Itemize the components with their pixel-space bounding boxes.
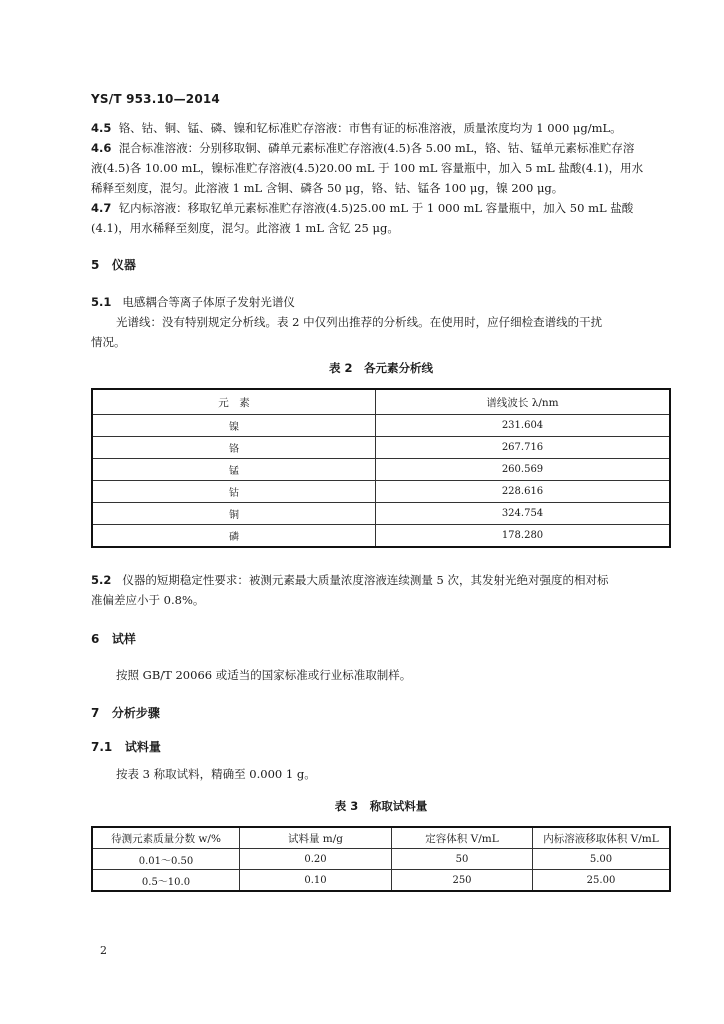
clause-5-2 — [91, 570, 608, 590]
table-row — [92, 437, 670, 459]
element-cell: 锰 — [92, 459, 376, 481]
clause-text: 钇内标溶液：移取钇单元素标准贮存溶液(4.5)25.00 mL 于 1 000 mL 容量瓶中，加入 50 mL 盐酸 — [118, 201, 634, 215]
section-title: 仪器 — [111, 258, 136, 272]
clause-4-7-line2: (4.1)，用水稀释至刻度，混匀。此溶液 1 mL 含钇 25 μg。 — [91, 221, 399, 235]
table-2 — [91, 388, 671, 548]
column-header: 试料量 m/g — [240, 827, 392, 849]
clause-7-1-text: 按表 3 称取试料，精确至 0.000 1 g。 — [116, 767, 316, 781]
page-number: 2 — [100, 944, 107, 957]
element-cell: 镍 — [92, 415, 376, 437]
section-6-heading — [91, 630, 136, 647]
standard-number: YS/T 953.10—2014 — [91, 92, 220, 106]
clause-5-1-line2: 情况。 — [91, 335, 126, 349]
section-7-heading — [91, 704, 160, 721]
element-cell: 铜 — [92, 503, 376, 525]
table-header-row — [92, 827, 670, 849]
clause-4-6-line3: 稀释至刻度，混匀。此溶液 1 mL 含铜、磷各 50 μg，铬、钴、锰各 100 μg，镍 200 μg。 — [91, 181, 564, 195]
volume-cell: 250 — [392, 870, 533, 892]
column-header: 定容体积 V/mL — [392, 827, 533, 849]
clause-4-5 — [91, 118, 622, 138]
sample-mass-cell: 0.10 — [240, 870, 392, 892]
clause-number: 7.1 — [91, 740, 113, 754]
clause-title: 试料量 — [124, 740, 161, 754]
wavelength-cell: 260.569 — [376, 459, 671, 481]
clause-text: 铬、钴、铜、锰、磷、镍和钇标准贮存溶液：市售有证的标准溶液，质量浓度均为 1 000 μg/mL。 — [118, 121, 622, 135]
table-row — [92, 481, 670, 503]
table-row — [92, 525, 670, 548]
section-number: 5 — [91, 258, 100, 272]
section-title: 试样 — [111, 632, 136, 646]
element-cell: 铬 — [92, 437, 376, 459]
section-number: 6 — [91, 632, 100, 646]
internal-standard-volume-cell: 25.00 — [533, 870, 671, 892]
clause-5-2-line2: 准偏差应小于 0.8%。 — [91, 593, 205, 607]
table-row — [92, 870, 670, 892]
clause-number: 4.7 — [91, 201, 112, 215]
column-header: 内标溶液移取体积 V/mL — [533, 827, 671, 849]
internal-standard-volume-cell: 5.00 — [533, 849, 671, 870]
table-row — [92, 459, 670, 481]
column-header: 谱线波长 λ/nm — [376, 389, 671, 415]
element-cell: 磷 — [92, 525, 376, 548]
clause-4-6-line2: 液(4.5)各 10.00 mL，镍标准贮存溶液(4.5)20.00 mL 于 100 mL 容量瓶中，加入 5 mL 盐酸(4.1)，用水 — [91, 161, 644, 175]
wavelength-cell: 228.616 — [376, 481, 671, 503]
clause-text: 混合标准溶液：分别移取铜、磷单元素标准贮存溶液(4.5)各 5.00 mL，铬、钴、锰单元素标准贮存溶 — [118, 141, 635, 155]
wavelength-cell: 267.716 — [376, 437, 671, 459]
section-number: 7 — [91, 706, 100, 720]
clause-title: 电感耦合等离子体原子发射光谱仪 — [122, 295, 295, 309]
clause-text: 仪器的短期稳定性要求：被测元素最大质量浓度溶液连续测量 5 次，其发射光绝对强度的相对标 — [122, 573, 609, 587]
mass-fraction-cell: 0.01～0.50 — [92, 849, 240, 870]
column-header: 待测元素质量分数 w/% — [92, 827, 240, 849]
table-row — [92, 849, 670, 870]
wavelength-cell: 324.754 — [376, 503, 671, 525]
clause-number: 4.6 — [91, 141, 112, 155]
wavelength-cell: 231.604 — [376, 415, 671, 437]
mass-fraction-cell: 0.5～10.0 — [92, 870, 240, 892]
clause-5-1 — [91, 292, 295, 312]
element-cell: 钴 — [92, 481, 376, 503]
clause-number: 5.1 — [91, 295, 112, 309]
clause-7-1-heading — [91, 738, 161, 755]
clause-5-1-line1: 光谱线：没有特别规定分析线。表 2 中仅列出推荐的分析线。在使用时，应仔细检查谱线的干扰 — [116, 315, 603, 329]
table-3 — [91, 826, 671, 892]
table-row — [92, 415, 670, 437]
column-header: 元 素 — [92, 389, 376, 415]
volume-cell: 50 — [392, 849, 533, 870]
table-3-caption: 表 3 称取试料量 — [334, 799, 428, 813]
table-2-caption: 表 2 各元素分析线 — [328, 361, 433, 375]
clause-4-6 — [91, 138, 634, 158]
clause-number: 4.5 — [91, 121, 112, 135]
wavelength-cell: 178.280 — [376, 525, 671, 548]
sample-mass-cell: 0.20 — [240, 849, 392, 870]
clause-6-text: 按照 GB/T 20066 或适当的国家标准或行业标准取制样。 — [116, 668, 412, 682]
section-title: 分析步骤 — [111, 706, 160, 720]
section-5-heading — [91, 256, 136, 273]
table-row — [92, 503, 670, 525]
clause-4-7 — [91, 198, 633, 218]
table-header-row — [92, 389, 670, 415]
clause-number: 5.2 — [91, 573, 112, 587]
